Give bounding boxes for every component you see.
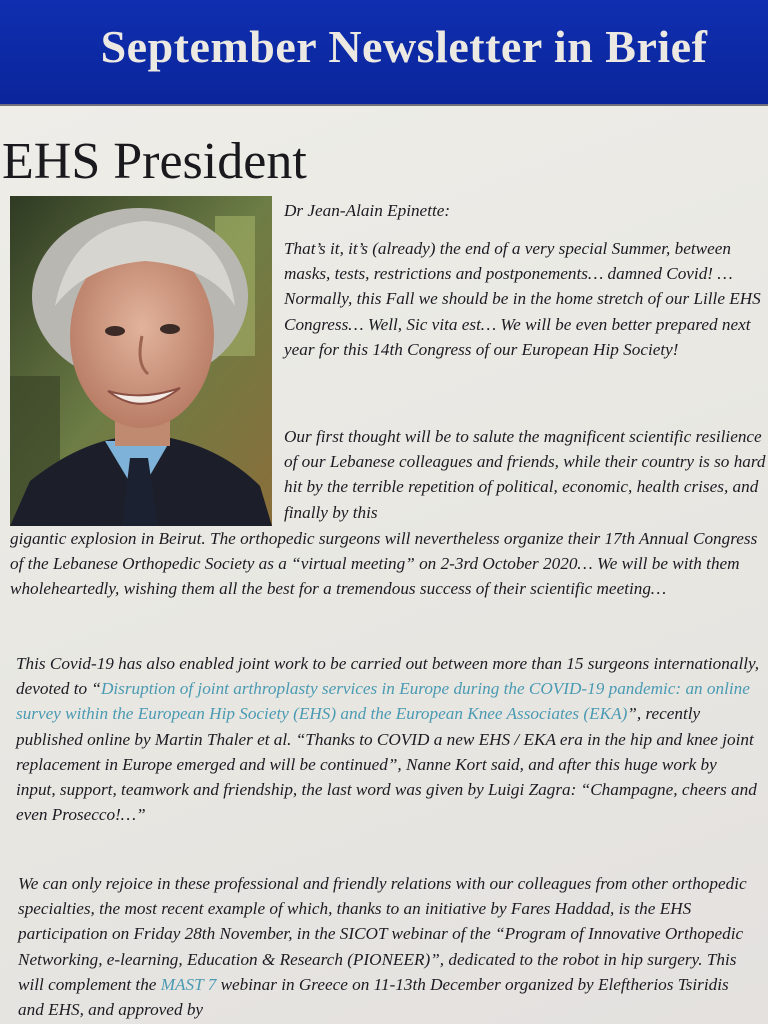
relations-text-before: We can only rejoice in these professional and friendly relations with our colleagues from other orthopedic specialties, the most recent example of which, thanks to an initiative by Fares Haddad, is the EHS participation on Friday 28th November, in the SICOT webinar of the “Program of Innovative Orthopedic Networking, e-learning, Education & Research (PIONEER)”, dedicated to the robot in hip surgery. This will complement the bbox=[18, 874, 747, 994]
newsletter-content bbox=[0, 106, 768, 1024]
newsletter-title: September Newsletter in Brief bbox=[100, 21, 708, 72]
president-photo bbox=[10, 196, 272, 526]
mast7-link[interactable]: MAST 7 bbox=[160, 974, 217, 994]
paragraph-lebanon-lead: Our first thought will be to salute the magnificent scientific resilience of our Lebanese colleagues and friends, while their country is so hard hit by the terrible repetition of political, economic, health crises, and finally by this bbox=[284, 427, 766, 522]
newsletter-banner bbox=[0, 0, 768, 106]
section-title: EHS President bbox=[2, 133, 307, 190]
paragraph-summer: That’s it, it’s (already) the end of a very special Summer, between masks, tests, restrictions and postponements… damned Covid! …Normally, this Fall we should be in the home stretch of our Lille EHS Congress… Well, Sic vita est… We will be even better prepared next year for this 14th Congress of our European Hip Society! bbox=[284, 239, 761, 359]
covid-text-after: ”, recently published online by Martin Thaler et al. “Thanks to COVID a new EHS / EKA era in the hip and knee joint replacement in Europe emerged and will be continued”, Nanne Kort said, and after this huge work by input, support, teamwork and friendship, the last word was given by Luigi Zagra: “Champagne, cheers and even Prosecco!…” bbox=[16, 704, 757, 825]
survey-link[interactable]: Disruption of joint arthroplasty services in Europe during the COVID-19 pandemic: an online survey within the European Hip Society (EHS) and the European Knee Associates (EKA) bbox=[16, 679, 750, 724]
relations-text-after: webinar in Greece on 11-13th December organized by Eleftherios Tsiridis and EHS, and approved by bbox=[18, 974, 729, 1020]
paragraph-relations bbox=[18, 871, 758, 1022]
covid-text-before: This Covid-19 has also enabled joint work to be carried out between more than 15 surgeons internationally, devoted to “ bbox=[16, 654, 759, 699]
paragraph-covid-survey bbox=[16, 651, 760, 827]
paragraph-lebanon-rest: gigantic explosion in Beirut. The orthopedic surgeons will nevertheless organize their 17th Annual Congress of the Lebanese Orthopedic Society as a “virtual meeting” on 2-3rd October 2020… We will be with them wholeheartedly, wishing them all the best for a tremendous success of their scientific meeting… bbox=[10, 529, 758, 599]
portrait-image bbox=[10, 196, 272, 526]
author-line: Dr Jean-Alain Epinette: bbox=[284, 201, 451, 220]
